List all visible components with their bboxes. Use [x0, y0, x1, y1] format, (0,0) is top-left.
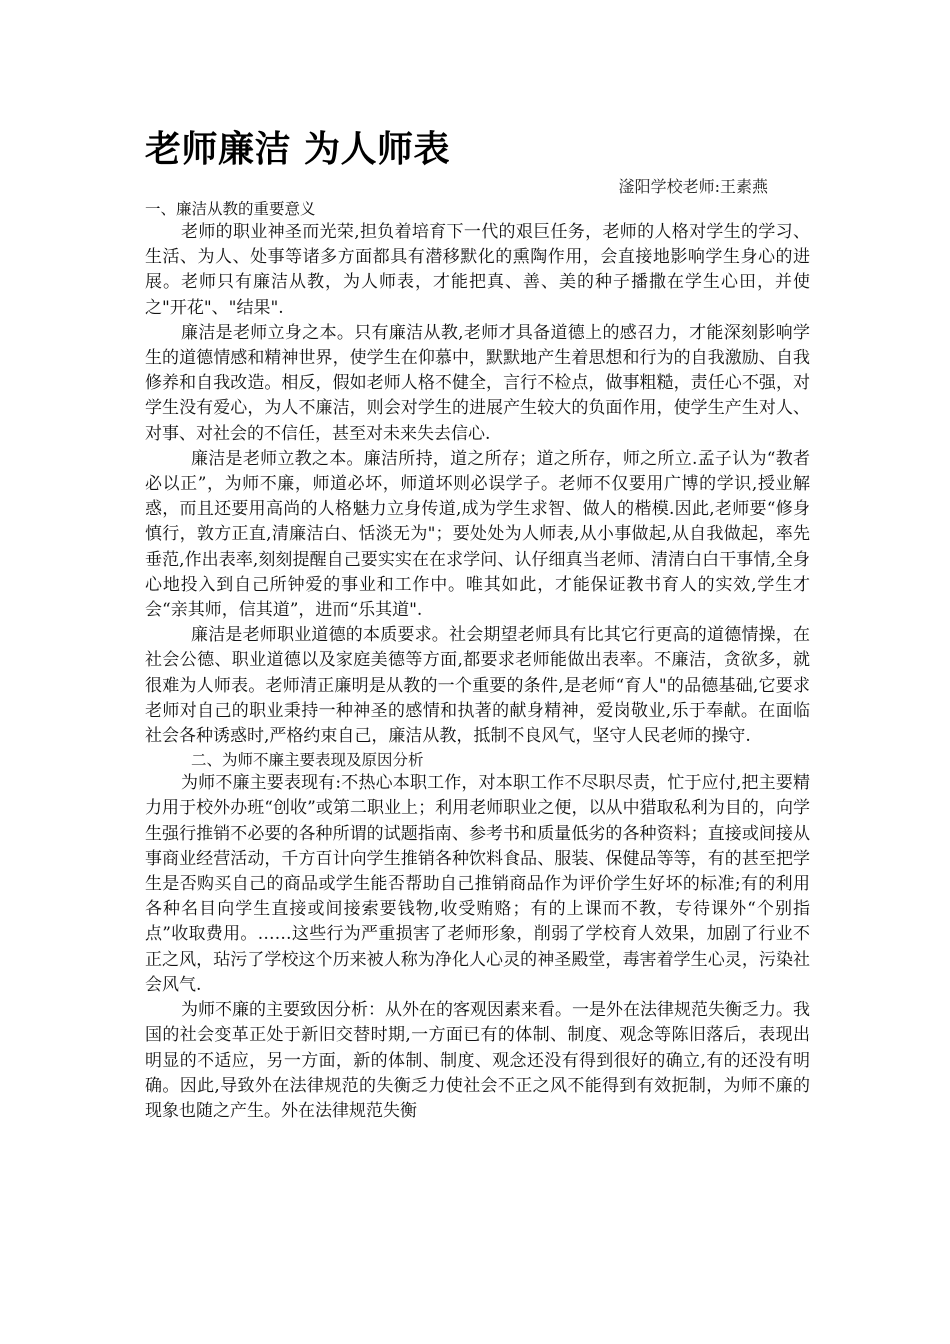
paragraph: 为师不廉主要表现有:不热心本职工作，对本职工作不尽职尽责，忙于应付,把主要精力用于校外办班“创收”或第二职业上；利用老师职业之便，以从中猎取私利为目的，向学生强行推销不必要的各种所谓的试题指南、参考书和质量低劣的各种资料；直接或间接从事商业经营活动，千方百计向学生推销各种饮料食品、服装、保健品等等，有的甚至把学生是否购买自己的商品或学生能否帮助自己推销商品作为评价学生好坏的标准;有的利用各种名目向学生直接或间接索要钱物,收受贿赂；有的上课而不教，专待课外“个别指点”收取费用。……这些行为严重损害了老师形象，削弱了学校育人效果，加剧了行业不正之风，玷污了学校这个历来被人称为净化人心灵的神圣殿堂，毒害着学生心灵，污染社会风气.	[145, 773, 810, 995]
section-heading: 一、廉洁从教的重要意义	[145, 200, 316, 218]
paragraph: 为师不廉的主要致因分析：从外在的客观因素来看。一是外在法律规范失衡乏力。我国的社会变革正处于新旧交替时期,一方面已有的体制、制度、观念等陈旧落后，表现出明显的不适应，另一方面，新的体制、制度、观念还没有得到很好的确立,有的还没有明确。因此,导致外在法律规范的失衡乏力使社会不正之风不能得到有效扼制，为师不廉的现象也随之产生。外在法律规范失衡	[145, 1000, 810, 1121]
paragraph: 廉洁是老师立教之本。廉洁所持，道之所存；道之所存，师之所立.孟子认为“教者必以正”，为师不廉，师道必坏，师道坏则必误学子。老师不仅要用广博的学识,授业解惑，而且还要用高尚的人格魅力立身传道,成为学生求智、做人的楷模.因此,老师要“修身慎行，敦方正直,清廉洁白、恬淡无为"；要处处为人师表,从小事做起,从自我做起，率先垂范,作出表率,刻刻提醒自己要实实在在求学问、认仔细真当老师、清清白白干事情,全身心地投入到自己所钟爱的事业和工作中。唯其如此，才能保证教书育人的实效,学生才会“亲其师，信其道”，进而“乐其道".	[145, 448, 810, 621]
document-page	[145, 128, 810, 1124]
section-heading: 二、为师不廉主要表现及原因分析	[191, 751, 424, 770]
author-line: 滏阳学校老师:王素燕	[618, 177, 768, 196]
paragraph: 廉洁是老师职业道德的本质要求。社会期望老师具有比其它行更高的道德情操，在社会公德、职业道德以及家庭美德等方面,都要求老师能做出表率。不廉洁，贪欲多，就很难为人师表。老师清正廉明是从教的一个重要的条件,是老师“育人"的品德基础,它要求老师对自己的职业秉持一种神圣的感情和执著的献身精神，爱岗敬业,乐于奉献。在面临社会各种诱惑时,严格约束自己，廉洁从教，抵制不良风气，坚守人民老师的操守.	[145, 625, 810, 747]
document-title: 老师廉洁 为人师表	[145, 129, 451, 170]
paragraph: 廉洁是老师立身之本。只有廉洁从教,老师才具备道德上的感召力，才能深刻影响学生的道德情感和精神世界，使学生在仰慕中，默默地产生着思想和行为的自我激励、自我修养和自我改造。相反，假如老师人格不健全，言行不检点，做事粗糙，责任心不强，对学生没有爱心，为人不廉洁，则会对学生的进展产生较大的负面作用，使学生产生对人、对事、对社会的不信任，甚至对未来失去信心.	[145, 322, 810, 444]
paragraph: 老师的职业神圣而光荣,担负着培育下一代的艰巨任务，老师的人格对学生的学习、生活、为人、处事等诸多方面都具有潜移默化的熏陶作用，会直接地影响学生身心的进展。老师只有廉洁从教，为人师表，才能把真、善、美的种子播撒在学生心田，并使之"开花"、"结果".	[145, 222, 810, 318]
